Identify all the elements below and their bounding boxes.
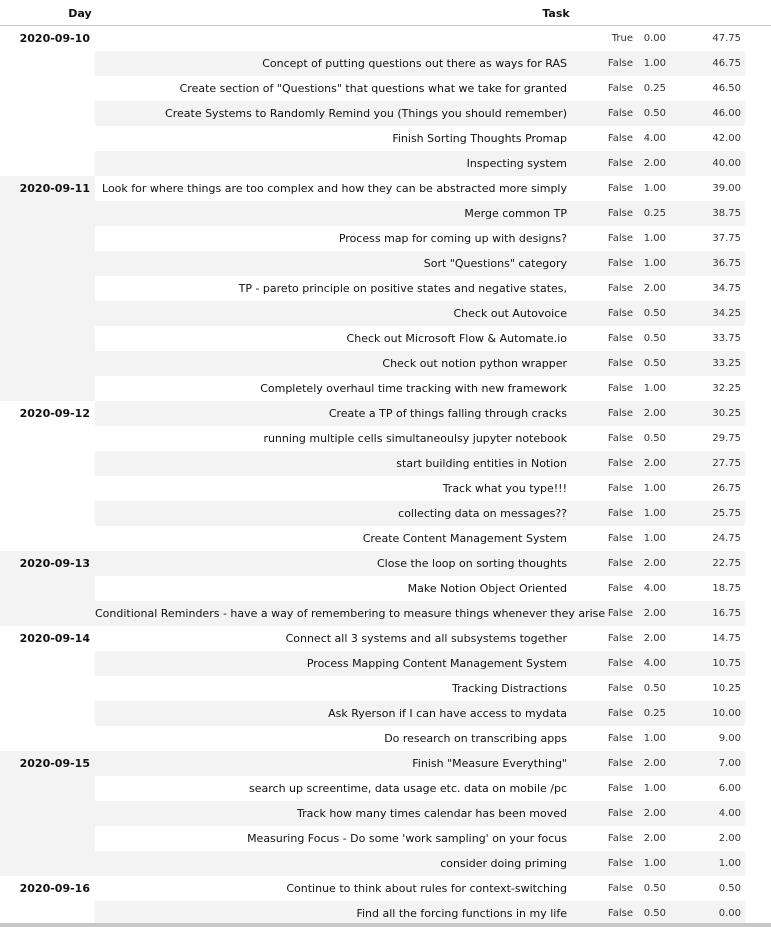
table-row bbox=[0, 451, 771, 476]
done-flag-cell: False bbox=[607, 558, 633, 569]
remaining-cell: 22.75 bbox=[712, 558, 741, 569]
day-cell bbox=[0, 526, 90, 551]
remaining-cell: 6.00 bbox=[718, 783, 741, 794]
day-cell bbox=[0, 101, 90, 126]
remaining-cell: 38.75 bbox=[712, 208, 741, 219]
hours-cell: 1.00 bbox=[643, 58, 666, 69]
day-cell: 2020-09-13 bbox=[19, 557, 90, 570]
day-cell bbox=[0, 276, 90, 301]
task-cell: Check out Microsoft Flow & Automate.io bbox=[346, 332, 567, 345]
remaining-cell: 2.00 bbox=[718, 833, 741, 844]
done-flag-cell: False bbox=[607, 58, 633, 69]
task-cell: Connect all 3 systems and all subsystems together bbox=[285, 632, 567, 645]
done-flag-cell: False bbox=[607, 383, 633, 394]
day-cell bbox=[0, 51, 90, 76]
task-cell: Do research on transcribing apps bbox=[384, 732, 567, 745]
hours-cell: 1.00 bbox=[643, 733, 666, 744]
hours-cell: 1.00 bbox=[643, 183, 666, 194]
day-cell: 2020-09-15 bbox=[19, 757, 90, 770]
done-flag-cell: False bbox=[607, 583, 633, 594]
hours-cell: 2.00 bbox=[643, 408, 666, 419]
hours-cell: 2.00 bbox=[643, 158, 666, 169]
task-cell: Close the loop on sorting thoughts bbox=[377, 557, 567, 570]
day-cell: 2020-09-11 bbox=[19, 182, 90, 195]
remaining-cell: 0.50 bbox=[718, 883, 741, 894]
task-cell: Inspecting system bbox=[466, 157, 567, 170]
remaining-cell: 36.75 bbox=[712, 258, 741, 269]
remaining-cell: 25.75 bbox=[712, 508, 741, 519]
remaining-cell: 26.75 bbox=[712, 483, 741, 494]
table-row bbox=[0, 426, 771, 451]
table-row bbox=[0, 851, 771, 876]
task-cell: Process Mapping Content Management System bbox=[306, 657, 567, 670]
task-cell: Track how many times calendar has been moved bbox=[297, 807, 567, 820]
remaining-cell: 33.25 bbox=[712, 358, 741, 369]
hours-cell: 4.00 bbox=[643, 583, 666, 594]
remaining-cell: 46.00 bbox=[712, 108, 741, 119]
table-row bbox=[0, 776, 771, 801]
task-cell: Merge common TP bbox=[464, 207, 567, 220]
task-cell: running multiple cells simultaneoulsy jupyter notebook bbox=[263, 432, 567, 445]
remaining-cell: 34.25 bbox=[712, 308, 741, 319]
done-flag-cell: False bbox=[607, 208, 633, 219]
table-row bbox=[0, 26, 771, 51]
day-cell bbox=[0, 351, 90, 376]
hours-cell: 0.50 bbox=[643, 433, 666, 444]
table-row bbox=[0, 626, 771, 651]
remaining-cell: 9.00 bbox=[718, 733, 741, 744]
hours-cell: 1.00 bbox=[643, 383, 666, 394]
task-cell: Measuring Focus - Do some 'work sampling' on your focus bbox=[247, 832, 567, 845]
hours-cell: 0.25 bbox=[643, 708, 666, 719]
table-row bbox=[0, 176, 771, 201]
hours-cell: 1.00 bbox=[643, 483, 666, 494]
task-cell: search up screentime, data usage etc. data on mobile /pc bbox=[249, 782, 567, 795]
remaining-cell: 34.75 bbox=[712, 283, 741, 294]
hours-cell: 1.00 bbox=[643, 783, 666, 794]
done-flag-cell: False bbox=[607, 608, 633, 619]
done-flag-cell: False bbox=[607, 683, 633, 694]
column-header-task[interactable]: Task bbox=[542, 7, 570, 20]
done-flag-cell: True bbox=[611, 33, 633, 44]
task-cell: Check out Autovoice bbox=[453, 307, 567, 320]
hours-cell: 0.50 bbox=[643, 883, 666, 894]
day-cell bbox=[0, 501, 90, 526]
done-flag-cell: False bbox=[607, 308, 633, 319]
done-flag-cell: False bbox=[607, 433, 633, 444]
task-cell: Look for where things are too complex and how they can be abstracted more simply bbox=[102, 182, 567, 195]
done-flag-cell: False bbox=[607, 108, 633, 119]
hours-cell: 4.00 bbox=[643, 133, 666, 144]
task-cell: Continue to think about rules for context-switching bbox=[286, 882, 567, 895]
remaining-cell: 46.75 bbox=[712, 58, 741, 69]
remaining-cell: 27.75 bbox=[712, 458, 741, 469]
done-flag-cell: False bbox=[607, 158, 633, 169]
table-row bbox=[0, 526, 771, 551]
day-cell bbox=[0, 226, 90, 251]
day-cell bbox=[0, 801, 90, 826]
remaining-cell: 16.75 bbox=[712, 608, 741, 619]
task-cell: Completely overhaul time tracking with new framework bbox=[260, 382, 567, 395]
table-row bbox=[0, 301, 771, 326]
remaining-cell: 32.25 bbox=[712, 383, 741, 394]
table-row bbox=[0, 576, 771, 601]
task-cell: Conditional Reminders - have a way of remembering to measure things whenever they arise bbox=[95, 607, 606, 620]
day-cell bbox=[0, 326, 90, 351]
hours-cell: 0.25 bbox=[643, 208, 666, 219]
done-flag-cell: False bbox=[607, 333, 633, 344]
hours-cell: 1.00 bbox=[643, 858, 666, 869]
table-row bbox=[0, 76, 771, 101]
day-cell bbox=[0, 651, 90, 676]
remaining-cell: 46.50 bbox=[712, 83, 741, 94]
task-cell: Process map for coming up with designs? bbox=[338, 232, 567, 245]
day-cell bbox=[0, 76, 90, 101]
done-flag-cell: False bbox=[607, 833, 633, 844]
day-cell bbox=[0, 376, 90, 401]
done-flag-cell: False bbox=[607, 533, 633, 544]
day-cell: 2020-09-14 bbox=[19, 632, 90, 645]
table-row bbox=[0, 726, 771, 751]
remaining-cell: 10.25 bbox=[712, 683, 741, 694]
day-cell bbox=[0, 251, 90, 276]
day-cell bbox=[0, 476, 90, 501]
task-cell: TP - pareto principle on positive states and negative states, bbox=[238, 282, 567, 295]
table-row bbox=[0, 101, 771, 126]
task-cell: consider doing priming bbox=[440, 857, 567, 870]
day-cell bbox=[0, 776, 90, 801]
done-flag-cell: False bbox=[607, 658, 633, 669]
done-flag-cell: False bbox=[607, 633, 633, 644]
table-row bbox=[0, 826, 771, 851]
task-cell bbox=[95, 26, 567, 51]
remaining-cell: 40.00 bbox=[712, 158, 741, 169]
done-flag-cell: False bbox=[607, 858, 633, 869]
hours-cell: 2.00 bbox=[643, 758, 666, 769]
day-cell bbox=[0, 826, 90, 851]
table-row bbox=[0, 226, 771, 251]
done-flag-cell: False bbox=[607, 883, 633, 894]
hours-cell: 2.00 bbox=[643, 458, 666, 469]
hours-cell: 0.50 bbox=[643, 308, 666, 319]
table-row bbox=[0, 326, 771, 351]
remaining-cell: 7.00 bbox=[718, 758, 741, 769]
hours-cell: 0.50 bbox=[643, 108, 666, 119]
hours-cell: 1.00 bbox=[643, 258, 666, 269]
table-row bbox=[0, 801, 771, 826]
remaining-cell: 10.75 bbox=[712, 658, 741, 669]
hours-cell: 0.50 bbox=[643, 333, 666, 344]
task-cell: Track what you type!!! bbox=[442, 482, 567, 495]
done-flag-cell: False bbox=[607, 708, 633, 719]
remaining-cell: 33.75 bbox=[712, 333, 741, 344]
day-cell bbox=[0, 126, 90, 151]
done-flag-cell: False bbox=[607, 183, 633, 194]
task-cell: Create a TP of things falling through cracks bbox=[328, 407, 567, 420]
task-cell: Make Notion Object Oriented bbox=[407, 582, 567, 595]
day-cell bbox=[0, 676, 90, 701]
task-cell: Finish "Measure Everything" bbox=[412, 757, 567, 770]
column-header-day[interactable]: Day bbox=[68, 7, 92, 20]
day-cell: 2020-09-10 bbox=[19, 32, 90, 45]
table-row bbox=[0, 351, 771, 376]
table-row bbox=[0, 51, 771, 76]
table-row bbox=[0, 201, 771, 226]
done-flag-cell: False bbox=[607, 283, 633, 294]
table-row bbox=[0, 651, 771, 676]
done-flag-cell: False bbox=[607, 508, 633, 519]
done-flag-cell: False bbox=[607, 233, 633, 244]
day-cell bbox=[0, 851, 90, 876]
table-body bbox=[0, 26, 771, 926]
remaining-cell: 39.00 bbox=[712, 183, 741, 194]
task-cell: Check out notion python wrapper bbox=[382, 357, 567, 370]
done-flag-cell: False bbox=[607, 758, 633, 769]
task-cell: Finish Sorting Thoughts Promap bbox=[392, 132, 567, 145]
table-row bbox=[0, 276, 771, 301]
task-cell: collecting data on messages?? bbox=[398, 507, 567, 520]
hours-cell: 2.00 bbox=[643, 633, 666, 644]
done-flag-cell: False bbox=[607, 733, 633, 744]
done-flag-cell: False bbox=[607, 408, 633, 419]
hours-cell: 2.00 bbox=[643, 833, 666, 844]
task-cell: Create section of "Questions" that questions what we take for granted bbox=[179, 82, 567, 95]
task-cell: Ask Ryerson if I can have access to mydata bbox=[328, 707, 567, 720]
task-cell: Create Content Management System bbox=[362, 532, 567, 545]
horizontal-scrollbar[interactable] bbox=[0, 923, 771, 927]
day-cell: 2020-09-12 bbox=[19, 407, 90, 420]
table-row bbox=[0, 701, 771, 726]
hours-cell: 2.00 bbox=[643, 558, 666, 569]
hours-cell: 1.00 bbox=[643, 233, 666, 244]
done-flag-cell: False bbox=[607, 83, 633, 94]
done-flag-cell: False bbox=[607, 358, 633, 369]
task-cell: start building entities in Notion bbox=[396, 457, 567, 470]
hours-cell: 1.00 bbox=[643, 533, 666, 544]
hours-cell: 0.50 bbox=[643, 358, 666, 369]
done-flag-cell: False bbox=[607, 483, 633, 494]
hours-cell: 0.50 bbox=[643, 908, 666, 919]
task-cell: Find all the forcing functions in my life bbox=[356, 907, 567, 920]
day-cell bbox=[0, 426, 90, 451]
table-row bbox=[0, 551, 771, 576]
table-row bbox=[0, 476, 771, 501]
task-cell: Create Systems to Randomly Remind you (Things you should remember) bbox=[165, 107, 567, 120]
day-cell bbox=[0, 601, 90, 626]
remaining-cell: 14.75 bbox=[712, 633, 741, 644]
remaining-cell: 30.25 bbox=[712, 408, 741, 419]
table-row bbox=[0, 376, 771, 401]
remaining-cell: 10.00 bbox=[712, 708, 741, 719]
table-header bbox=[0, 0, 771, 26]
remaining-cell: 42.00 bbox=[712, 133, 741, 144]
day-cell bbox=[0, 576, 90, 601]
task-cell: Tracking Distractions bbox=[452, 682, 567, 695]
table-row bbox=[0, 676, 771, 701]
remaining-cell: 1.00 bbox=[718, 858, 741, 869]
done-flag-cell: False bbox=[607, 258, 633, 269]
hours-cell: 0.00 bbox=[643, 33, 666, 44]
hours-cell: 4.00 bbox=[643, 658, 666, 669]
table-row bbox=[0, 876, 771, 901]
table-row bbox=[0, 251, 771, 276]
table-row bbox=[0, 151, 771, 176]
remaining-cell: 29.75 bbox=[712, 433, 741, 444]
day-cell: 2020-09-16 bbox=[19, 882, 90, 895]
table-row bbox=[0, 401, 771, 426]
remaining-cell: 47.75 bbox=[712, 33, 741, 44]
remaining-cell: 4.00 bbox=[718, 808, 741, 819]
table-row bbox=[0, 126, 771, 151]
hours-cell: 0.25 bbox=[643, 83, 666, 94]
hours-cell: 0.50 bbox=[643, 683, 666, 694]
done-flag-cell: False bbox=[607, 808, 633, 819]
day-cell bbox=[0, 201, 90, 226]
done-flag-cell: False bbox=[607, 908, 633, 919]
day-cell bbox=[0, 151, 90, 176]
task-cell: Concept of putting questions out there as ways for RAS bbox=[262, 57, 567, 70]
table-row bbox=[0, 501, 771, 526]
done-flag-cell: False bbox=[607, 133, 633, 144]
hours-cell: 2.00 bbox=[643, 808, 666, 819]
hours-cell: 2.00 bbox=[643, 283, 666, 294]
remaining-cell: 0.00 bbox=[718, 908, 741, 919]
done-flag-cell: False bbox=[607, 783, 633, 794]
day-cell bbox=[0, 451, 90, 476]
remaining-cell: 24.75 bbox=[712, 533, 741, 544]
day-cell bbox=[0, 701, 90, 726]
hours-cell: 2.00 bbox=[643, 608, 666, 619]
hours-cell: 1.00 bbox=[643, 508, 666, 519]
day-cell bbox=[0, 301, 90, 326]
task-cell: Sort "Questions" category bbox=[423, 257, 567, 270]
table-row bbox=[0, 751, 771, 776]
remaining-cell: 18.75 bbox=[712, 583, 741, 594]
done-flag-cell: False bbox=[607, 458, 633, 469]
table-row bbox=[0, 601, 771, 626]
day-cell bbox=[0, 726, 90, 751]
remaining-cell: 37.75 bbox=[712, 233, 741, 244]
